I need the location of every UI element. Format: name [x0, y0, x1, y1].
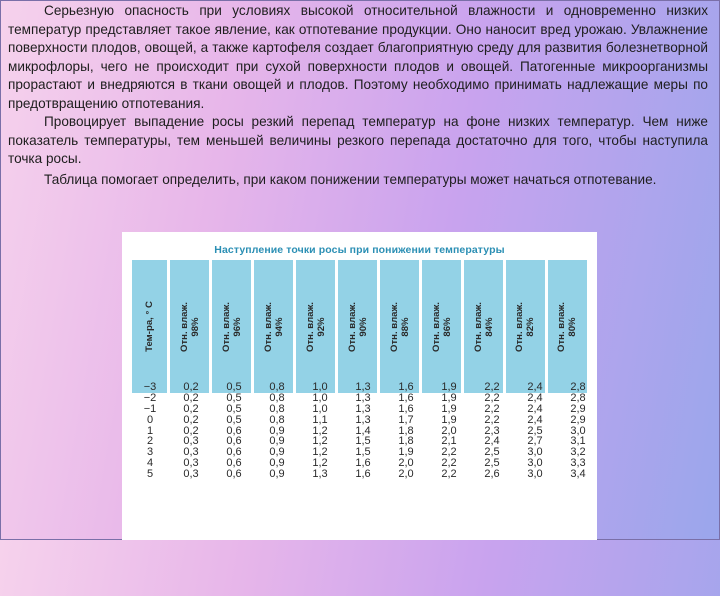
paragraph-3: Таблица помогает определить, при каком понижении температуры может начаться отпотевание. — [44, 171, 657, 187]
table-cell: 1,0 — [312, 391, 328, 404]
table-cell: 0,6 — [226, 435, 242, 448]
table-header-cell — [338, 260, 377, 393]
table-header-label: Отн. влаж. 84% — [472, 301, 495, 352]
table-cell: 2,9 — [570, 413, 586, 426]
table-header-cell — [464, 260, 503, 393]
table-cell: 1,5 — [355, 435, 371, 448]
table-column — [343, 382, 383, 480]
table-cell: 3,2 — [570, 446, 586, 459]
table-header-label: Отн. влаж. 98% — [178, 301, 201, 352]
table-cell: 1,2 — [312, 435, 328, 448]
table-header-label: Отн. влаж. 82% — [514, 301, 537, 352]
table-cell: 2 — [146, 435, 154, 448]
table-cell: 0,9 — [269, 457, 285, 470]
table-cell: 5 — [146, 468, 154, 481]
table-cell: 2,8 — [570, 381, 586, 393]
table-cell: 1,8 — [398, 424, 414, 437]
table-cell: 2,0 — [398, 457, 414, 470]
table-header-cell — [170, 260, 209, 393]
table-cell: 2,5 — [484, 446, 500, 459]
table-cell: 0,2 — [183, 424, 199, 437]
table-cell: 2,2 — [441, 457, 457, 470]
table-cell: 0,6 — [226, 457, 242, 470]
table-cell: 2,7 — [527, 435, 543, 448]
paragraph-2: Провоцирует выпадение росы резкий перепад температур на фоне низких температур. Чем ниже показатель температуры, тем меньшей величины резкого перепада достаточно для того, чтобы наступила точка росы. — [8, 114, 708, 166]
table-cell: 0,8 — [269, 381, 285, 393]
table-cell: 1,6 — [355, 457, 371, 470]
table-cell: 3,1 — [570, 435, 586, 448]
table-header-label: Тем-ра, ° С — [144, 301, 156, 352]
table-header-label: Отн. влаж. 80% — [556, 301, 579, 352]
table-cell: 1,3 — [312, 468, 328, 481]
table-cell: 2,4 — [527, 413, 543, 426]
table-cell: 2,9 — [570, 402, 586, 415]
table-header-cell — [132, 260, 167, 393]
table-header-cell — [296, 260, 335, 393]
table-cell: 0,8 — [269, 402, 285, 415]
table-column — [558, 382, 598, 480]
table-cell: 0,3 — [183, 435, 199, 448]
table-cell: 0,9 — [269, 435, 285, 448]
table-cell: 0,2 — [183, 402, 199, 415]
table-cell: 0,8 — [269, 391, 285, 404]
table-cell: 2,4 — [527, 381, 543, 393]
table-cell: 3,0 — [570, 424, 586, 437]
table-cell: 0,6 — [226, 446, 242, 459]
table-cell: 1,9 — [441, 413, 457, 426]
table-header-label: Отн. влаж. 94% — [262, 301, 285, 352]
table-cell: −1 — [143, 402, 157, 415]
table-column — [214, 382, 254, 480]
table-cell: 2,5 — [527, 424, 543, 437]
table-header-cell — [422, 260, 461, 393]
table-header-label: Отн. влаж. 92% — [304, 301, 327, 352]
table-header-cell — [254, 260, 293, 393]
table-cell: 1,6 — [355, 468, 371, 481]
table-cell: 0,9 — [269, 446, 285, 459]
table-cell: 0,9 — [269, 468, 285, 481]
table-header-cell — [506, 260, 545, 393]
table-cell: 2,0 — [398, 468, 414, 481]
table-column — [386, 382, 426, 480]
table-cell: 3,3 — [570, 457, 586, 470]
table-cell: 2,6 — [484, 468, 500, 481]
table-cell: 2,4 — [527, 391, 543, 404]
table-cell: 1,2 — [312, 424, 328, 437]
table-cell: 0 — [146, 413, 154, 426]
table-cell: 0,2 — [183, 391, 199, 404]
table-cell: 0,6 — [226, 468, 242, 481]
table-cell: 3,0 — [527, 446, 543, 459]
table-cell: 1 — [146, 424, 154, 437]
table-cell: 2,2 — [441, 446, 457, 459]
table-cell: 1,6 — [398, 381, 414, 393]
table-column — [429, 382, 469, 480]
table-cell: 1,7 — [398, 413, 414, 426]
table-cell: 0,3 — [183, 457, 199, 470]
table-cell: 2,0 — [441, 424, 457, 437]
table-cell: 1,9 — [441, 381, 457, 393]
body-text — [8, 2, 708, 189]
table-cell: 1,6 — [398, 391, 414, 404]
table-cell: 1,6 — [398, 402, 414, 415]
table-cell: 1,1 — [312, 413, 328, 426]
table-cell: 0,2 — [183, 381, 199, 393]
table-header-label: Отн. влаж. 90% — [346, 301, 369, 352]
table-cell: 2,1 — [441, 435, 457, 448]
table-column — [132, 382, 168, 480]
table-header-label: Отн. влаж. 88% — [388, 301, 411, 352]
table-header-label: Отн. влаж. 86% — [430, 301, 453, 352]
table-cell: 0,9 — [269, 424, 285, 437]
table-cell: 1,0 — [312, 381, 328, 393]
table-cell: 2,5 — [484, 457, 500, 470]
table-cell: 1,3 — [355, 391, 371, 404]
table-cell: 3,0 — [527, 468, 543, 481]
table-cell: 0,5 — [226, 391, 242, 404]
table-cell: 0,5 — [226, 402, 242, 415]
paragraph-1: Серьезную опасность при условиях высокой относительной влажности и одновременно низких температур представляет такое явление, как отпотевание продукции. Оно наносит вред урожаю. Увлажнение поверхности плодов, овощей, а также картофеля создает благоприятную среду для развития болезнетворной микрофлоры, чего не происходит при сухой поверхности плодов и овощей. Патогенные микроорганизмы прорастают и внедряются в ткани овощей и плодов. Поэтому необходимо принимать надлежащие меры по предотвращению отпотевания. — [8, 3, 708, 111]
table-cell: 0,8 — [269, 413, 285, 426]
table-cell: 1,8 — [398, 435, 414, 448]
table-cell: 0,2 — [183, 413, 199, 426]
dew-point-table — [122, 232, 597, 540]
table-cell: 4 — [146, 457, 154, 470]
table-header-cell — [548, 260, 587, 393]
table-cell: 1,5 — [355, 446, 371, 459]
table-cell: 1,2 — [312, 457, 328, 470]
table-cell: 2,2 — [484, 391, 500, 404]
table-cell: 0,6 — [226, 424, 242, 437]
table-cell: 1,9 — [398, 446, 414, 459]
table-column — [515, 382, 555, 480]
table-cell: 3,4 — [570, 468, 586, 481]
table-cell: 2,2 — [484, 402, 500, 415]
table-cell: 1,9 — [441, 402, 457, 415]
table-cell: 3,0 — [527, 457, 543, 470]
table-cell: 0,5 — [226, 413, 242, 426]
table-cell: 2,3 — [484, 424, 500, 437]
table-column — [300, 382, 340, 480]
table-header-cell — [380, 260, 419, 393]
table-cell: 3 — [146, 446, 154, 459]
table-cell: 2,8 — [570, 391, 586, 404]
table-cell: 1,3 — [355, 413, 371, 426]
table-cell: 1,3 — [355, 381, 371, 393]
table-cell: 2,2 — [484, 381, 500, 393]
table-cell: 2,4 — [527, 402, 543, 415]
table-column — [257, 382, 297, 480]
table-header-label: Отн. влаж. 96% — [220, 301, 243, 352]
table-column — [472, 382, 512, 480]
table-caption: Наступление точки росы при понижении температуры — [214, 244, 505, 256]
table-cell: 1,9 — [441, 391, 457, 404]
table-cell: 1,2 — [312, 446, 328, 459]
table-cell: 1,4 — [355, 424, 371, 437]
table-header-cell — [212, 260, 251, 393]
table-cell: 0,3 — [183, 468, 199, 481]
table-cell: 0,3 — [183, 446, 199, 459]
table-cell: 1,0 — [312, 402, 328, 415]
table-cell: 1,3 — [355, 402, 371, 415]
table-cell: 2,2 — [484, 413, 500, 426]
table-cell: −2 — [143, 391, 157, 404]
table-cell: 2,4 — [484, 435, 500, 448]
table-column — [171, 382, 211, 480]
table-cell: 0,5 — [226, 381, 242, 393]
table-cell: −3 — [143, 381, 157, 393]
table-cell: 2,2 — [441, 468, 457, 481]
